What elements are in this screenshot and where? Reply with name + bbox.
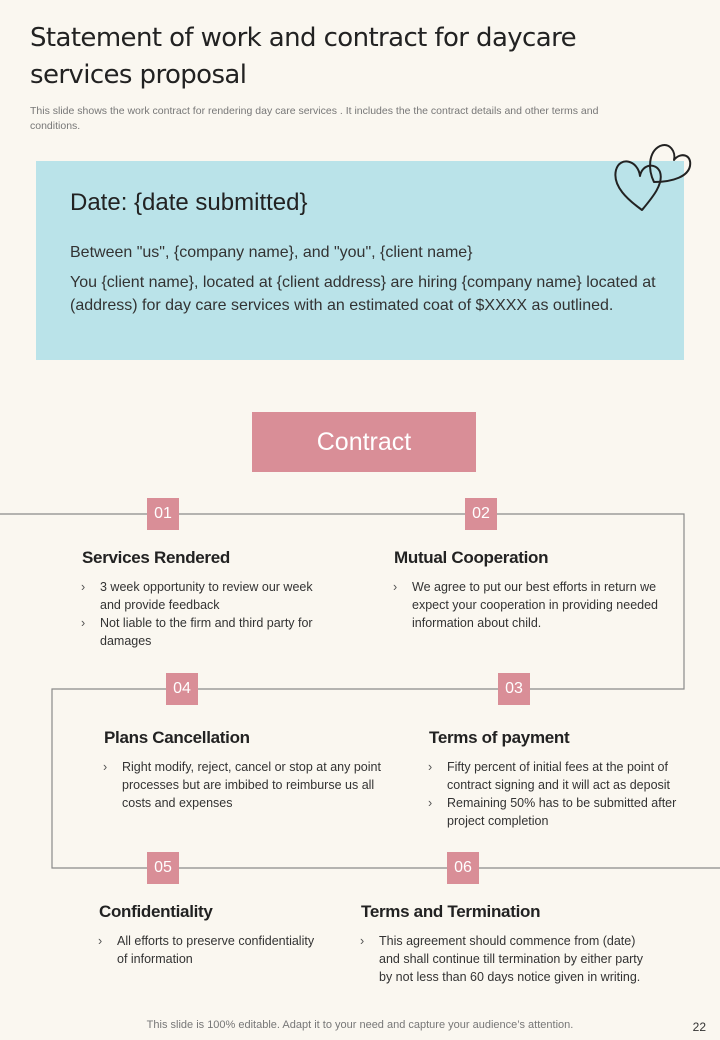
- page-title: Statement of work and contract for daycare services proposal: [30, 23, 577, 90]
- section-05-title: Confidentiality: [99, 902, 213, 921]
- list-item: › All efforts to preserve confidentiality of information: [98, 932, 318, 968]
- section-04-badge: 04: [166, 673, 198, 705]
- contract-heading: Contract: [252, 412, 476, 472]
- list-item: › Right modify, reject, cancel or stop at any point processes but are imbibed to reimburse us all costs and expenses: [103, 758, 393, 812]
- section-02-badge: 02: [465, 498, 497, 530]
- intro-description: You {client name}, located at {client address} are hiring {company name} located at (address) for day care services with an estimated coat of $XXXX as outlined.: [70, 274, 656, 314]
- list-item: › Fifty percent of initial fees at the point of contract signing and it will act as deposit: [428, 758, 710, 794]
- section-03-title: Terms of payment: [429, 728, 570, 747]
- list-item: › We agree to put our best efforts in return we expect your cooperation in providing needed information about child.: [393, 578, 661, 632]
- list-item: › This agreement should commence from (date) and shall continue till termination by either party by not less than 60 days notice given in writing.: [360, 932, 650, 986]
- section-03-badge: 03: [498, 673, 530, 705]
- section-06-list: [360, 932, 650, 986]
- section-06-title: Terms and Termination: [361, 902, 541, 921]
- section-05-badge: 05: [147, 852, 179, 884]
- page-subtitle: This slide shows the work contract for rendering day care services . It includes the the contract details and other terms and conditions.: [30, 105, 599, 132]
- page-number: 22: [692, 1020, 706, 1034]
- list-item: › 3 week opportunity to review our week and provide feedback: [81, 578, 316, 614]
- section-02-list: [393, 578, 661, 632]
- intro-date: Date: {date submitted}: [70, 189, 308, 216]
- section-03-list: [428, 758, 710, 830]
- list-item: › Remaining 50% has to be submitted after project completion: [428, 794, 710, 830]
- section-02-title: Mutual Cooperation: [394, 548, 549, 567]
- section-04-list: [103, 758, 393, 812]
- footer-note: This slide is 100% editable. Adapt it to your need and capture your audience’s attention.: [146, 1019, 574, 1031]
- list-item: › Not liable to the firm and third party for damages: [81, 614, 316, 650]
- section-01-title: Services Rendered: [82, 548, 230, 567]
- intro-parties: Between "us", {company name}, and "you", {client name}: [70, 244, 473, 261]
- section-01-badge: 01: [147, 498, 179, 530]
- section-06-badge: 06: [447, 852, 479, 884]
- section-01-list: [81, 578, 316, 650]
- section-05-list: [98, 932, 318, 968]
- section-04-title: Plans Cancellation: [104, 728, 250, 747]
